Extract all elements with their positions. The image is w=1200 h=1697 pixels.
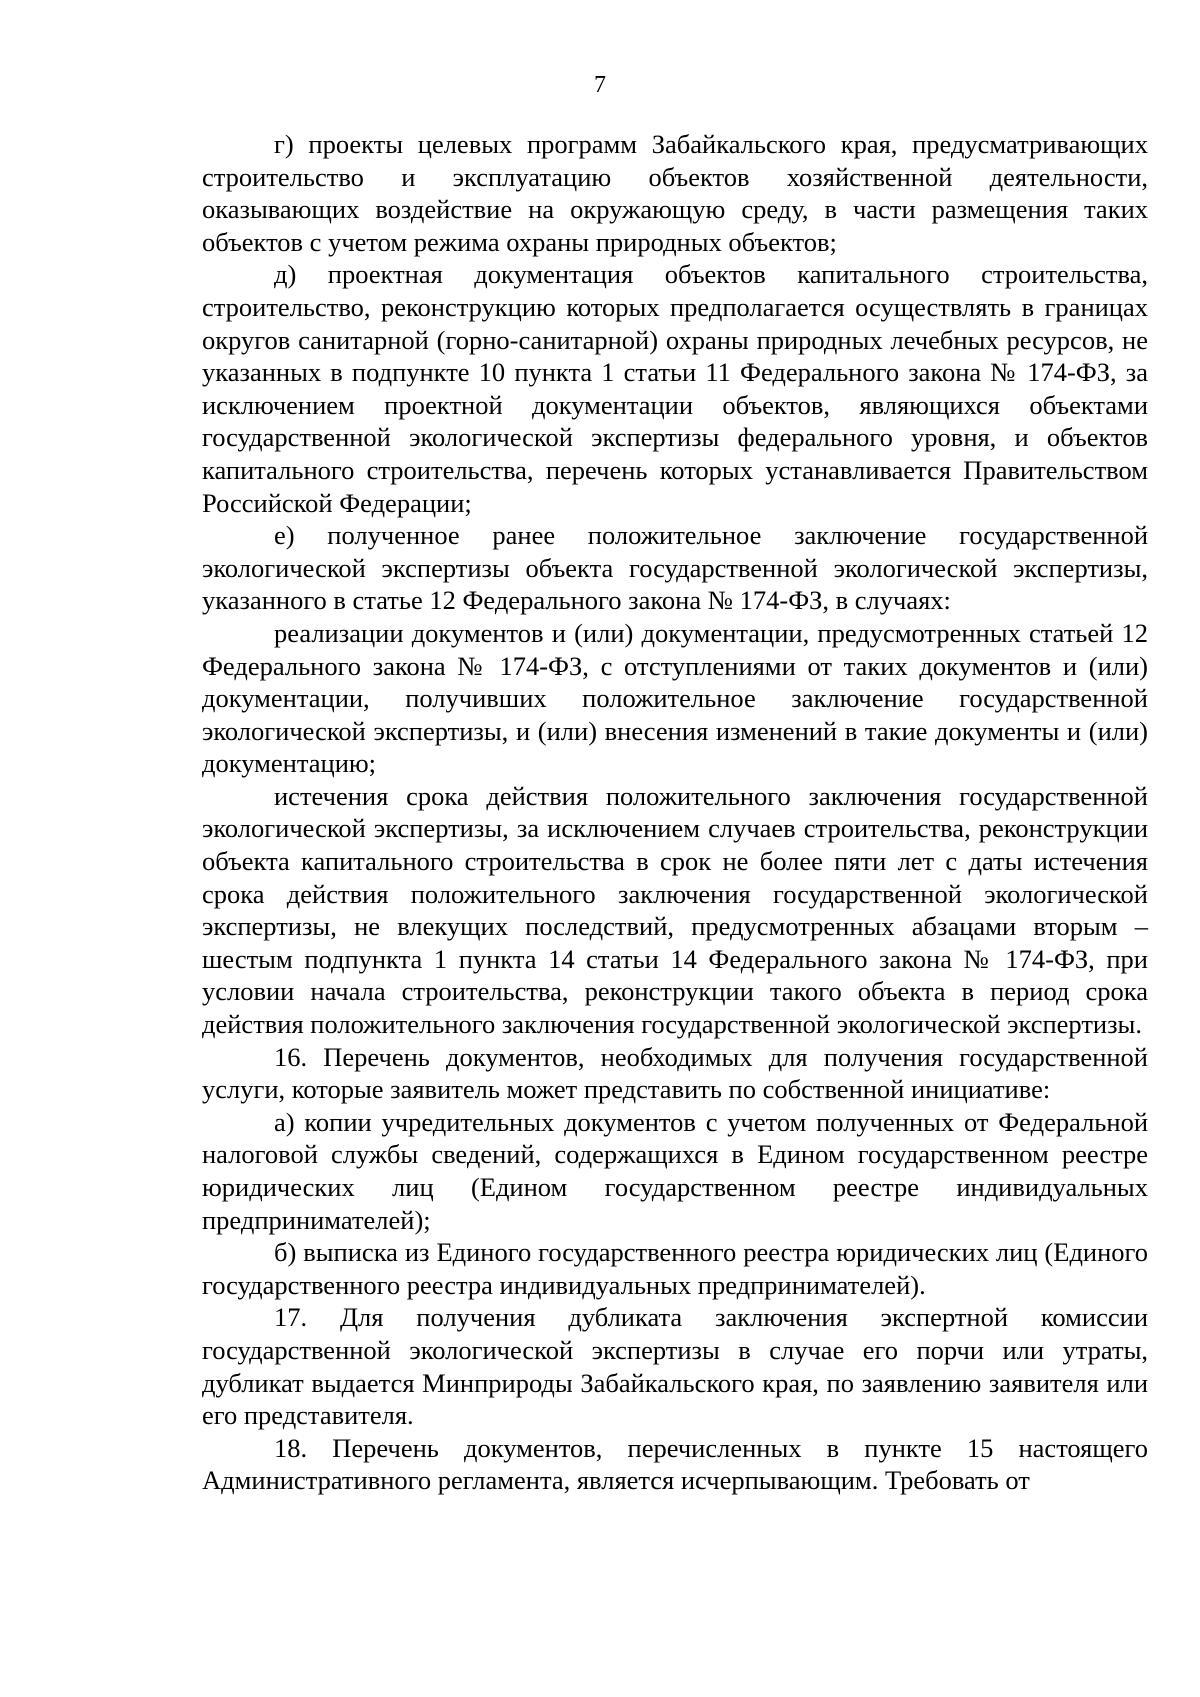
paragraph-16-a: а) копии учредительных документов с учетом полученных от Федеральной налоговой службы сведений, содержащихся в Едином государственном реестре юридических лиц (Едином государственном реестре индивидуальных предпринимателей); — [202, 1106, 1148, 1235]
document-body — [202, 128, 1148, 1497]
paragraph-case-expiry: истечения срока действия положительного заключения государственной экологической экспертизы, за исключением случаев строительства, реконструкции объекта капитального строительства в срок не более пяти лет с даты истечения срока действия положительного заключения государственной экологической экспертизы, не влекущих последствий, предусмотренных абзацами вторым – шестым подпункта 1 пункта 14 статьи 14 Федерального закона № 174-ФЗ, при условии начала строительства, реконструкции такого объекта в период срока действия положительного заключения государственной экологической экспертизы. — [202, 780, 1148, 1040]
paragraph-17: 17. Для получения дубликата заключения экспертной комиссии государственной экологической экспертизы в случае его порчи или утраты, дубликат выдается Минприроды Забайкальского края, по заявлению заявителя или его представителя. — [202, 1302, 1148, 1431]
paragraph-16-b: б) выписка из Единого государственного реестра юридических лиц (Единого государственного реестра индивидуальных предпринимателей). — [202, 1237, 1148, 1300]
paragraph-18: 18. Перечень документов, перечисленных в пункте 15 настоящего Административного регламента, является исчерпывающим. Требовать от — [202, 1432, 1148, 1496]
paragraph-item-e: е) полученное ранее положительное заключение государственной экологической экспертизы объекта государственной экологической экспертизы, указанного в статье 12 Федерального закона № 174-ФЗ, в случаях: — [202, 520, 1148, 616]
paragraph-item-g: г) проекты целевых программ Забайкальского края, предусматривающих строительство и эксплуатацию объектов хозяйственной деятельности, оказывающих воздействие на окружающую среду, в части размещения таких объектов с учетом режима охраны природных объектов; — [202, 129, 1148, 257]
paragraph-case-implementation: реализации документов и (или) документации, предусмотренных статьей 12 Федерального закона № 174-ФЗ, с отступлениями от таких документов и (или) документации, получивших положительное заключение государственной экологической экспертизы, и (или) внесения изменений в такие документы и (или) документацию; — [202, 617, 1148, 779]
page-number: 7 — [594, 72, 606, 98]
paragraph-16: 16. Перечень документов, необходимых для получения государственной услуги, которые заявитель может представить по собственной инициативе: — [202, 1041, 1148, 1105]
paragraph-item-d: д) проектная документация объектов капитального строительства, строительство, реконструкцию которых предполагается осуществлять в границах округов санитарной (горно-санитарной) охраны природных лечебных ресурсов, не указанных в подпункте 10 пункта 1 статьи 11 Федерального закона № 174-ФЗ, за исключением проектной документации объектов, являющихся объектами государственной экологической экспертизы федерального уровня, и объектов капитального строительства, перечень которых устанавливается Правительством Российской Федерации; — [202, 259, 1148, 518]
